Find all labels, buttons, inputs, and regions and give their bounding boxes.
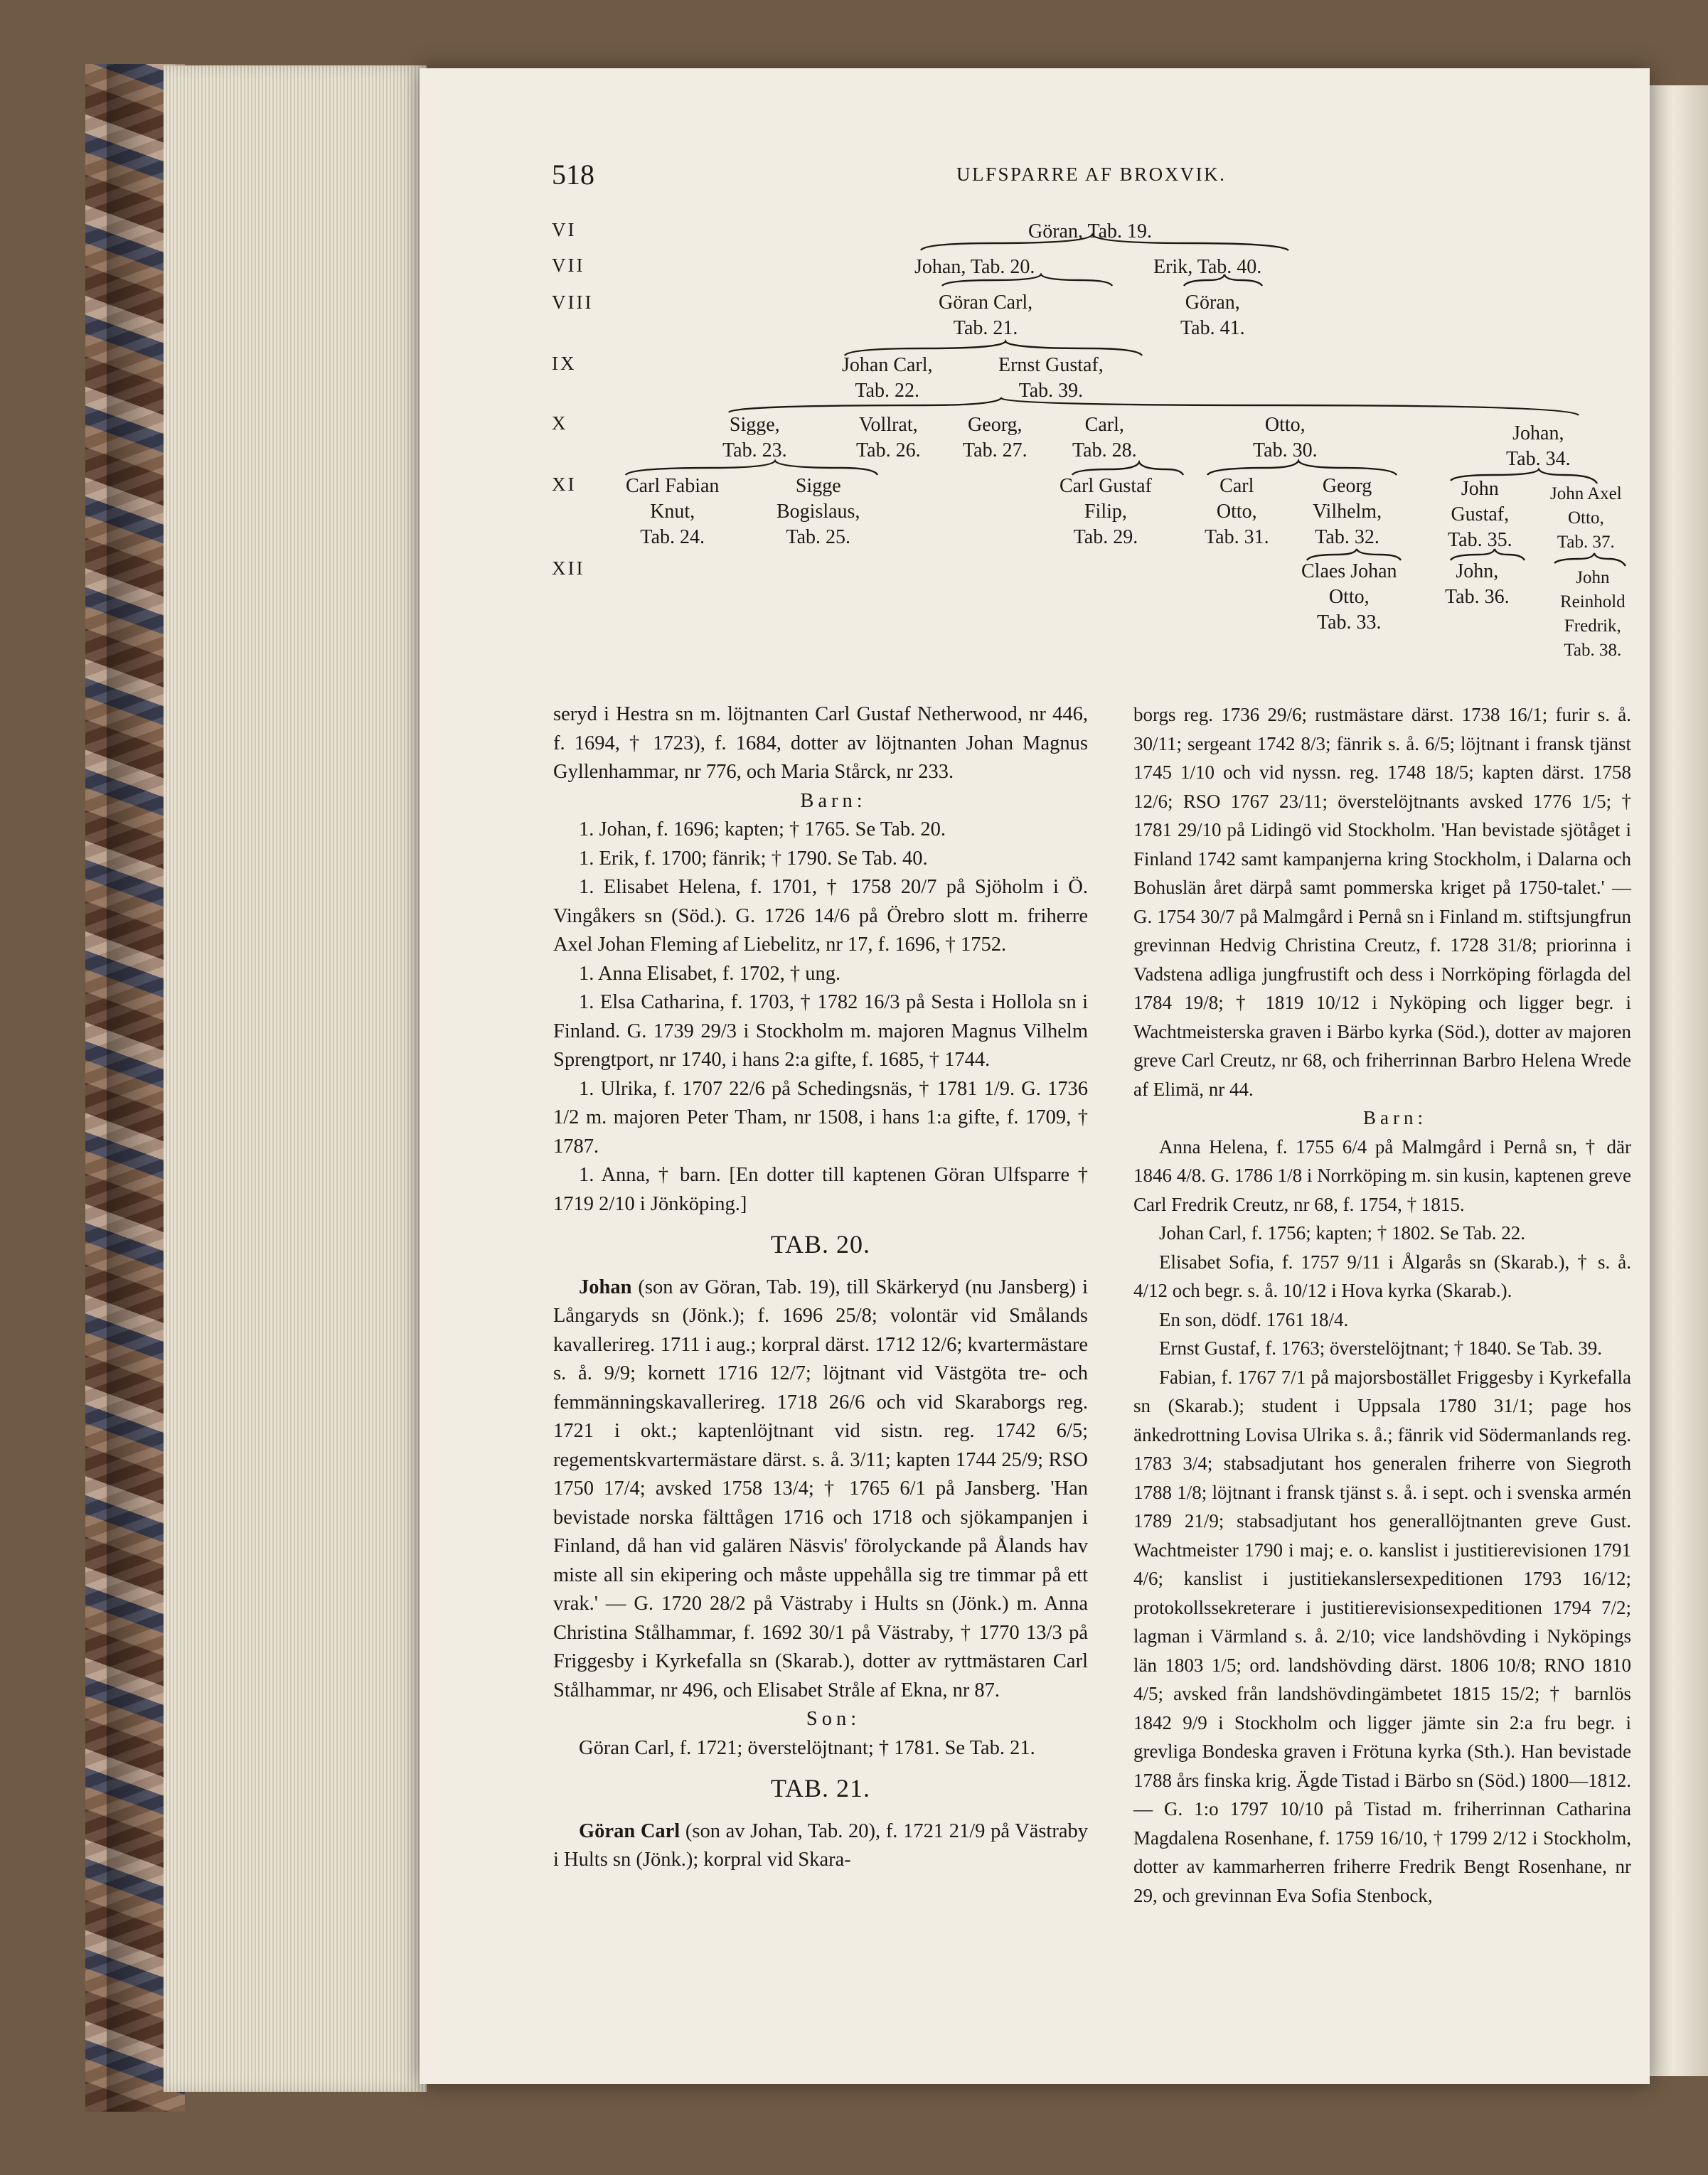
- generation-label: X: [552, 412, 568, 434]
- children-label: Son:: [806, 1708, 861, 1730]
- tree-node: John, Tab. 36.: [1445, 560, 1510, 608]
- entry-name: Johan: [579, 1276, 632, 1298]
- tree-node: Göran, Tab. 19.: [1028, 220, 1153, 242]
- text-paragraph: 1. Elsa Catharina, f. 1703, † 1782 16/3 på Sesta i Hollola sn i Finland. G. 1739 29/3 i Stockholm m. majoren Magnus Vilhelm Sprengtport, nr 1740, i hans 2:a gifte, f. 1685, † 1744.: [553, 991, 1088, 1071]
- text-paragraph: Elisabet Sofia, f. 1757 9/11 i Ålgarås sn (Skarab.), † s. å. 4/12 och begr. s. å. 10/12 i Hova kyrka (Skarab.).: [1133, 1251, 1631, 1301]
- text-paragraph: 1. Johan, f. 1696; kapten; † 1765. Se Tab. 20.: [579, 818, 946, 840]
- left-text-column: [553, 700, 1088, 1875]
- generation-label: VI: [552, 219, 577, 240]
- tree-node: Vollrat, Tab. 26.: [856, 414, 921, 461]
- tree-node: Sigge Bogislaus, Tab. 25.: [776, 475, 860, 548]
- tree-node: Johan Carl, Tab. 22.: [842, 354, 933, 402]
- text-paragraph: 1. Elisabet Helena, f. 1701, † 1758 20/7 på Sjöholm i Ö. Vingåkers sn (Söd.). G. 1726 14/6 på Örebro slott m. friherre Axel Johan Fleming af Liebelitz, nr 17, f. 1696, † 1752.: [553, 876, 1088, 956]
- entry-name: Göran Carl: [579, 1819, 680, 1842]
- tree-node: Sigge, Tab. 23.: [722, 414, 787, 461]
- entry-text: (son av Göran, Tab. 19), till Skärkeryd (nu Jansberg) i Långaryds sn (Jönk.); f. 1696 25/8; volontär vid Smålands kavallerireg. 1711 i aug.; korpral därst. 1712 12/6; kvartermästare s. å. 9/9; kornett 1716 12/7; löjtnant vid Västgöta tre- och femmänningskavallerireg. 1718 26/6 och vid Skaraborgs reg. 1721 i okt.; kaptenlöjtnant vid sistn. reg. 1742 6/5; regementskvartermästare därst. s. å. 3/11; kapten 1744 25/9; RSO 1750 17/4; avsked 1758 13/4; † 1765 6/1 på Jansberg. 'Han bevistade norska fälttågen 1716 och 1718 och sjökampanjen i Finland, då han vid galären Näsvis' förolyckande på Ålands hav miste all sin ekipering och måste uppehålla sig tre timmar på ett vrak.' — G. 1720 28/2 på Västraby i Hults sn (Jönk.) m. Anna Christina Stålhammar, f. 1692 30/1 på Västraby, † 1770 13/3 på Friggesby i Kyrkefalla sn (Skarab.), dotter av ryttmästaren Carl Stålhammar, nr 496, och Elisabet Stråle af Ekna, nr 87.: [553, 1276, 1088, 1701]
- text-paragraph: Ernst Gustaf, f. 1763; överstelöjtnant; † 1840. Se Tab. 39.: [1159, 1337, 1603, 1359]
- generation-label: IX: [552, 353, 577, 374]
- text-paragraph: borgs reg. 1736 29/6; rustmästare därst. 1738 16/1; furir s. å. 30/11; sergeant 1742 8/3; fänrik s. å. 6/5; löjtnant i fransk tjänst 1745 1/10 och vid nyssn. reg. 1748 18/5; kapten därst. 1758 12/6; RSO 1767 23/11; överstelöjtnants avsked 1776 1/5; † 1781 29/10 på Lidingö vid Stockholm. 'Han bevistade sjötåget i Finland 1742 samt kampanjerna kring Stockholm, i Dalarna och Bohuslän året därpå samt pommerska kriget på 1750-talet.' — G. 1754 30/7 på Malmgård i Pernå sn i Finland m. stiftsjungfrun grevinnan Hedvig Christina Creutz, f. 1728 31/8; priorinna i Vadstena adliga jungfrustift och dess i Norrköping förlagda del 1784 19/8; † 1819 10/12 i Nyköping och ligger begr. i Wachtmeisterska graven i Bärbo kyrka (Söd.), dotter av majoren greve Carl Creutz, nr 68, och friherrinnan Barbro Helena Wrede af Elimä, nr 44.: [1133, 704, 1631, 1100]
- right-text-column: [1133, 700, 1631, 1910]
- text-paragraph: Johan Carl, f. 1756; kapten; † 1802. Se Tab. 22.: [1159, 1222, 1526, 1244]
- generation-label: VII: [552, 255, 585, 276]
- text-paragraph: 1. Anna Elisabet, f. 1702, † ung.: [579, 962, 841, 985]
- tree-node: Erik, Tab. 40.: [1153, 256, 1262, 278]
- table-heading: TAB. 21.: [770, 1774, 871, 1802]
- tree-node: Georg Vilhelm, Tab. 32.: [1313, 475, 1382, 548]
- tree-node: John Axel Otto, Tab. 37.: [1550, 484, 1622, 552]
- text-paragraph: Göran Carl, f. 1721; överstelöjtnant; † 1781. Se Tab. 21.: [579, 1736, 1035, 1759]
- children-label: Barn:: [1363, 1107, 1427, 1128]
- tree-node: John Gustaf, Tab. 35.: [1448, 478, 1512, 551]
- text-paragraph: Anna Helena, f. 1755 6/4 på Malmgård i Pernå sn, † där 1846 4/8. G. 1786 1/8 i Norrköping m. sin kusin, kaptenen greve Carl Fredrik Creutz, nr 68, f. 1754, † 1815.: [1133, 1135, 1631, 1215]
- text-paragraph: En son, dödf. 1761 18/4.: [1159, 1308, 1349, 1330]
- tree-node: Otto, Tab. 30.: [1253, 414, 1318, 461]
- facing-page-edge: [1650, 85, 1708, 2076]
- text-paragraph: seryd i Hestra sn m. löjtnanten Carl Gustaf Netherwood, nr 446, f. 1694, † 1723), f. 1684, dotter av löjtnanten Johan Magnus Gyllenhammar, nr 776, och Maria Stårck, nr 233.: [553, 703, 1088, 783]
- text-paragraph: 1. Erik, f. 1700; fänrik; † 1790. Se Tab. 40.: [579, 847, 928, 870]
- generation-label: VIII: [552, 292, 594, 313]
- generation-label: XII: [552, 557, 585, 579]
- text-paragraph: [553, 1817, 1088, 1875]
- text-paragraph: [553, 1273, 1088, 1706]
- text-paragraph: 1. Ulrika, f. 1707 22/6 på Schedingsnäs, † 1781 1/9. G. 1736 1/2 m. majoren Peter Tham, nr 1508, i hans 1:a gifte, f. 1709, † 1787.: [553, 1077, 1088, 1158]
- tree-node: Johan, Tab. 34.: [1506, 422, 1571, 470]
- tree-node: Georg, Tab. 27.: [963, 414, 1028, 461]
- tree-node: Johan, Tab. 20.: [914, 256, 1035, 278]
- tree-node: Carl, Tab. 28.: [1072, 414, 1137, 461]
- generation-label: XI: [552, 474, 577, 495]
- tree-node: Carl Otto, Tab. 31.: [1205, 475, 1269, 548]
- tree-node: Carl Gustaf Filip, Tab. 29.: [1060, 475, 1152, 548]
- tree-node: Ernst Gustaf, Tab. 39.: [998, 354, 1104, 402]
- tree-node: Göran, Tab. 41.: [1180, 292, 1245, 339]
- children-label: Barn:: [800, 789, 867, 812]
- tree-node: John Reinhold Fredrik, Tab. 38.: [1560, 568, 1626, 660]
- tree-node: Claes Johan Otto, Tab. 33.: [1301, 560, 1397, 634]
- tree-node: Carl Fabian Knut, Tab. 24.: [626, 475, 720, 548]
- text-paragraph: Fabian, f. 1767 7/1 på majorsbostället Friggesby i Kyrkefalla sn (Skarab.); student i Uppsala 1780 31/1; page hos änkedrottning Lovisa Ulrika s. å.; fänrik vid Södermanlands reg. 1783 3/4; stabsadjutant hos generalen friherre von Siegroth 1788 1/8; löjtnant i fransk tjänst s. å. i sept. och i svenska armén 1789 21/9; stabsadjutant hos generallöjtnanten greve Gust. Wachtmeister 1790 i maj; e. o. kanslist i justitierevisionen 1791 4/6; kanslist i justitiekanslersexpeditionen 1793 16/12; protokollssekreterare i justitierevisionsexpeditionen 1794 7/2; lagman i Värmland s. å. 2/10; vice landshövding i Nyköpings län 1803 1/5; ord. landshövding därst. 1806 10/8; RNO 1810 4/5; avsked från landshövdingämbetet 1815 15/2; † barnlös 1842 9/9 i Stockholm och ligger jämte sin 2:a fru begr. i grevliga Bondeska graven i Frötuna kyrka (Sth.). Han bevistade 1788 års finska krig. Ägde Tistad i Bärbo sn (Söd.) 1800—1812. — G. 1:o 1797 10/10 på Tistad m. friherrinnan Catharina Magdalena Rosenhane, f. 1759 16/10, † 1799 2/12 i Stockholm, dotter av kammarherren friherre Fredrik Bengt Rosenhane, nr 29, och grevinnan Eva Sofia Stenbock,: [1133, 1366, 1631, 1906]
- table-heading: TAB. 20.: [770, 1230, 871, 1258]
- page-number: 518: [552, 159, 594, 191]
- page-edges: [164, 65, 427, 2092]
- tree-node: Göran Carl, Tab. 21.: [939, 292, 1033, 339]
- text-paragraph: 1. Anna, † barn. [En dotter till kaptenen Göran Ulfsparre † 1719 2/10 i Jönköping.]: [553, 1164, 1088, 1215]
- running-head: ULFSPARRE AF BROXVIK.: [956, 164, 1227, 185]
- entry-text: (son av Johan, Tab. 20), f. 1721 21/9 på Västraby i Hults sn (Jönk.); korpral vid Skara-: [553, 1819, 1088, 1871]
